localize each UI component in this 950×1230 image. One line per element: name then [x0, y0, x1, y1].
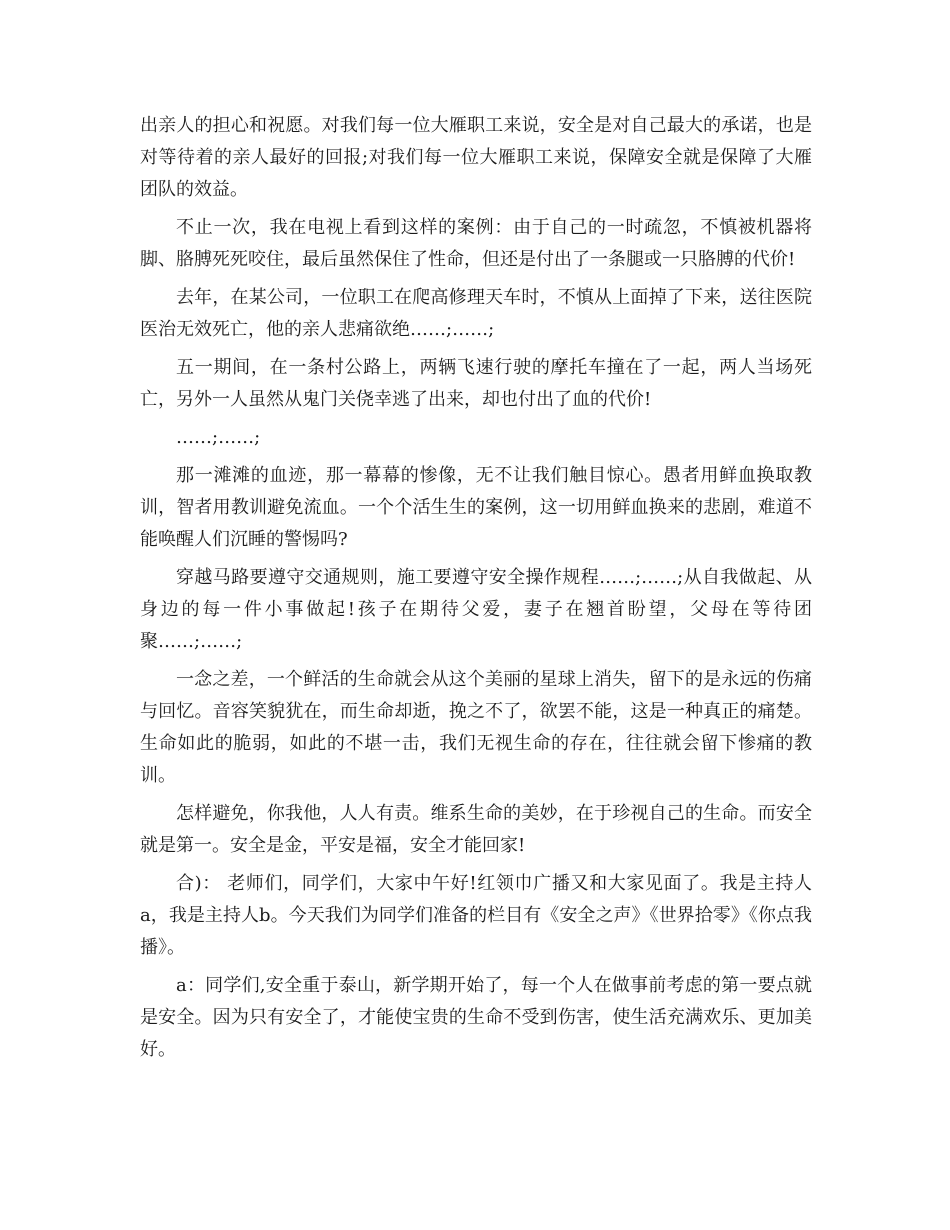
paragraph: a：同学们,安全重于泰山，新学期开始了，每一个人在做事前考虑的第一要点就是安全。因为只有安全了，才能使宝贵的生命不受到伤害，使生活充满欢乐、更加美好。: [140, 975, 812, 1060]
paragraph: 穿越马路要遵守交通规则，施工要遵守安全操作规程……;……;从自我做起、从身边的每一件小事做起!孩子在期待父爱，妻子在翘首盼望，父母在等待团聚……;……;: [140, 567, 812, 652]
paragraph: ……;……;: [176, 427, 261, 448]
paragraph: 怎样避免，你我他，人人有责。维系生命的美妙，在于珍视自己的生命。而安全就是第一。安全是金，平安是福，安全才能回家!: [140, 803, 812, 856]
paragraph: 五一期间，在一条村公路上，两辆飞速行驶的摩托车撞在了一起，两人当场死亡，另外一人虽然从鬼门关侥幸逃了出来，却也付出了血的代价!: [140, 357, 812, 410]
paragraph: 一念之差，一个鲜活的生命就会从这个美丽的星球上消失，留下的是永远的伤痛与回忆。音容笑貌犹在，而生命却逝，挽之不了，欲罢不能，这是一种真正的痛楚。生命如此的脆弱，如此的不堪一击，我们无视生命的存在，往往就会留下惨痛的教训。: [140, 669, 812, 786]
paragraph: 合)： 老师们，同学们，大家中午好!红领巾广播又和大家见面了。我是主持人a，我是主持人b。今天我们为同学们准备的栏目有《安全之声》《世界拾零》《你点我播》。: [140, 873, 812, 958]
paragraph: 那一滩滩的血迹，那一幕幕的惨像，无不让我们触目惊心。愚者用鲜血换取教训，智者用教训避免流血。一个个活生生的案例，这一切用鲜血换来的悲剧，难道不能唤醒人们沉睡的警惕吗?: [140, 465, 812, 550]
paragraph: 不止一次，我在电视上看到这样的案例：由于自己的一时疏忽，不慎被机器将脚、胳膊死死咬住，最后虽然保住了性命，但还是付出了一条腿或一只胳膊的代价!: [140, 217, 812, 270]
paragraph: 去年，在某公司，一位职工在爬高修理天车时，不慎从上面掉了下来，送往医院医治无效死亡，他的亲人悲痛欲绝……;……;: [140, 287, 812, 340]
paragraph-continuation: 出亲人的担心和祝愿。对我们每一位大雁职工来说，安全是对自己最大的承诺，也是对等待着的亲人最好的回报;对我们每一位大雁职工来说，保障安全就是保障了大雁团队的效益。: [140, 115, 812, 200]
document-body: [140, 110, 812, 1066]
